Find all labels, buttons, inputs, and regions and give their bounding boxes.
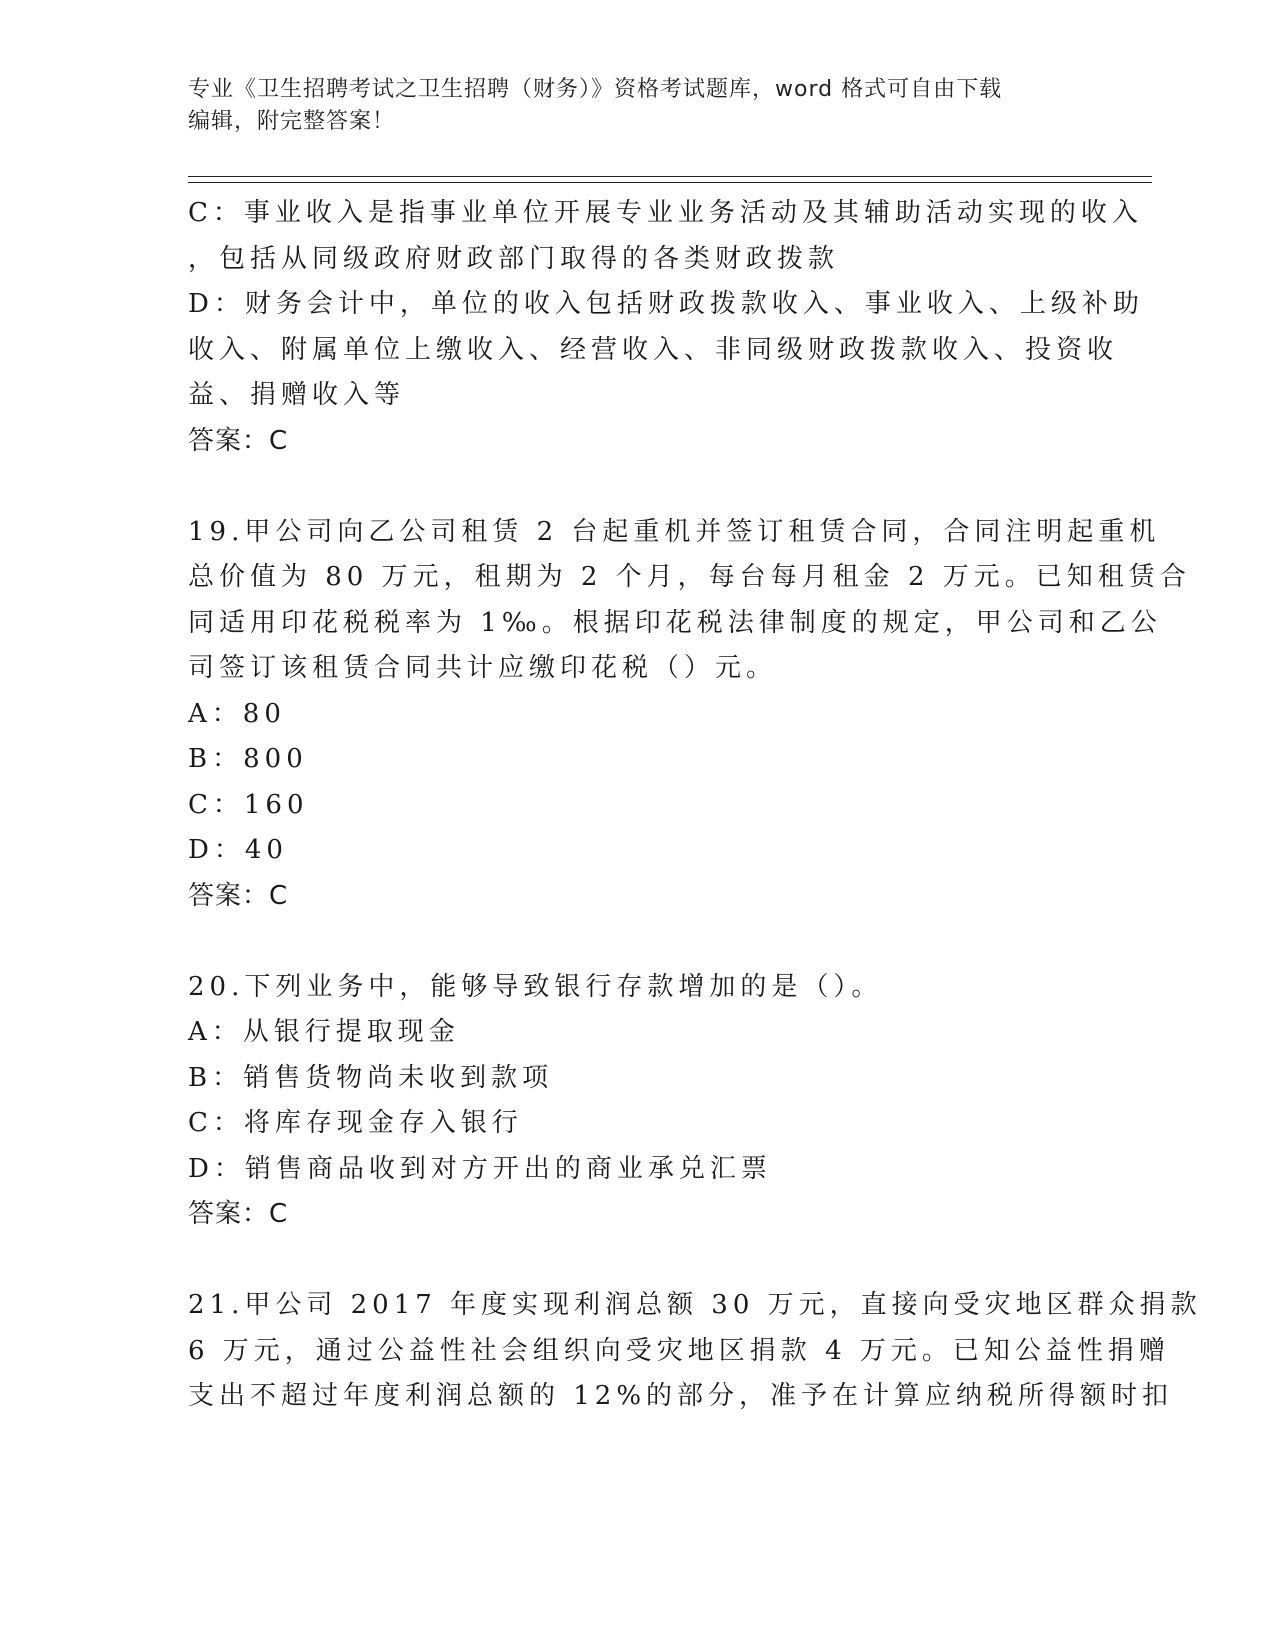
spacer [188, 919, 1088, 965]
option-d-line: 收入、附属单位上缴收入、经营收入、非同级财政拨款收入、投资收 [188, 334, 1119, 365]
document-body [188, 191, 1202, 1420]
header-line-1: 专业《卫生招聘考试之卫生招聘（财务）》资格考试题库，word 格式可自由下载 [188, 77, 1003, 102]
question-stem-line: 19.甲公司向乙公司租赁 2 台起重机并签订租赁合同，合同注明起重机 [188, 516, 1161, 547]
option-d-line: 益、捐赠收入等 [188, 380, 406, 410]
option-d: D：销售商品收到对方开出的商业承兑汇票 [188, 1153, 772, 1184]
option-c: C：将库存现金存入银行 [188, 1108, 523, 1138]
spacer [188, 1238, 1088, 1284]
option-d-line: D：财务会计中，单位的收入包括财政拨款收入、事业收入、上级补助 [188, 289, 1144, 319]
document-header [188, 74, 1068, 138]
option-d: D：40 [188, 835, 288, 865]
question-stem-line: 支出不超过年度利润总额的 12%的部分，准予在计算应纳税所得额时扣 [188, 1381, 1174, 1411]
question-stem-line: 总价值为 80 万元，租期为 2 个月，每台每月租金 2 万元。已知租赁合 [188, 562, 1191, 592]
header-rule-top [188, 176, 1152, 177]
question-18 [188, 191, 1144, 464]
answer-label: 答案：C [188, 880, 289, 911]
option-b: B：销售货物尚未收到款项 [188, 1062, 554, 1093]
answer-label: 答案：C [188, 425, 289, 456]
option-b: B：800 [188, 744, 308, 774]
option-a: A：80 [188, 698, 286, 729]
question-19 [188, 510, 1191, 920]
option-c-line: C：事业收入是指事业单位开展专业业务活动及其辅助活动实现的收入 [188, 198, 1143, 228]
spacer [188, 464, 1088, 510]
option-a: A：从银行提取现金 [188, 1017, 460, 1047]
question-stem-line: 司签订该租赁合同共计应缴印花税（）元。 [188, 653, 778, 683]
question-stem-line: 21.甲公司 2017 年度实现利润总额 30 万元，直接向受灾地区群众捐款 [188, 1290, 1202, 1320]
question-stem-line: 20.下列业务中，能够导致银行存款增加的是（）。 [188, 971, 883, 1002]
question-20 [188, 965, 1088, 1238]
option-c-line: ，包括从同级政府财政部门取得的各类财政拨款 [188, 243, 840, 274]
answer-label: 答案：C [188, 1199, 289, 1229]
question-stem-line: 同适用印花税税率为 1‰。根据印花税法律制度的规定，甲公司和乙公 [188, 607, 1162, 638]
header-rule-bottom [188, 182, 1152, 183]
question-21 [188, 1283, 1202, 1420]
question-stem-line: 6 万元，通过公益性社会组织向受灾地区捐款 4 万元。已知公益性捐赠 [188, 1335, 1170, 1366]
header-line-2: 编辑，附完整答案！ [188, 109, 396, 134]
option-c: C：160 [188, 789, 309, 820]
